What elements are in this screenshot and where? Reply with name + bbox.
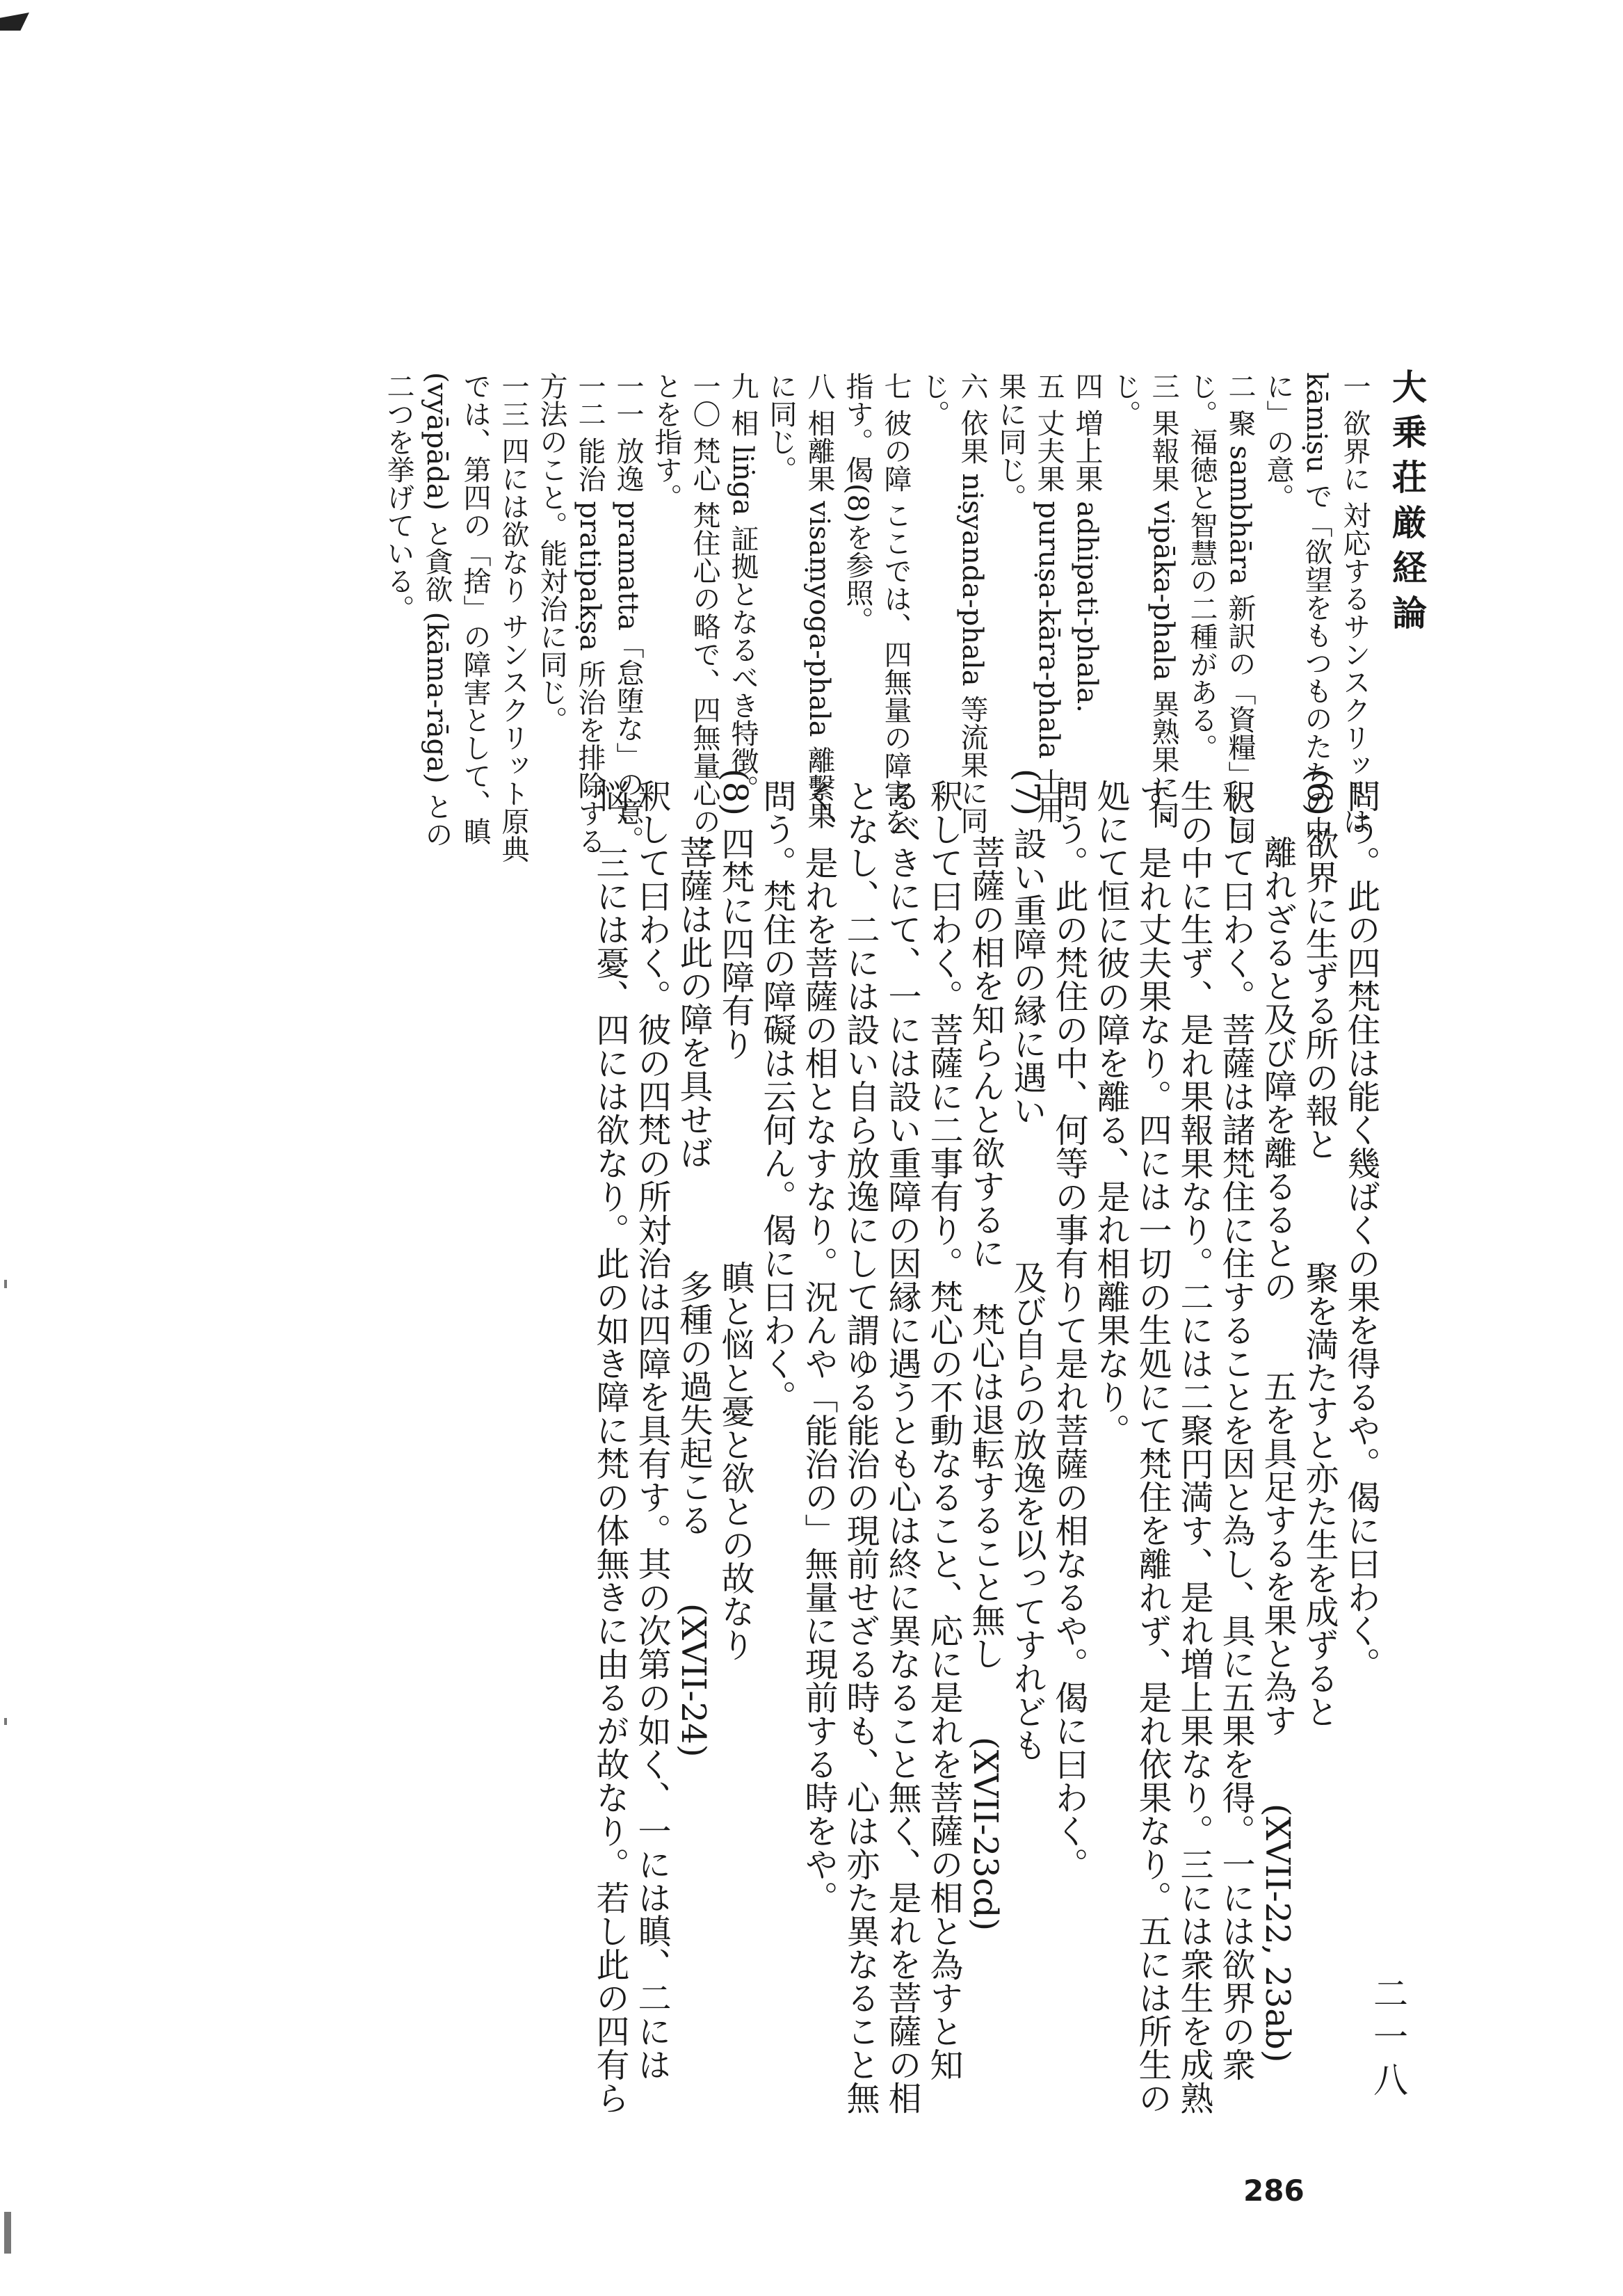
note-line: 七 彼の障 ここでは、四無量の障害を xyxy=(880,372,912,835)
verse-line: (7) 設い重障の縁に遇い 及び自らの放逸を以ってすれども xyxy=(1008,769,1047,1762)
note-line: 三 果報果 vipāka-phala 異熟果に同 xyxy=(1147,372,1179,829)
verse-line: (6) 欲界に生ずる所の報と 聚を満たすと亦た生を成ずると xyxy=(1300,769,1339,1728)
note-line: 一一 放逸 pramatta「怠堕な」の意。 xyxy=(612,372,644,853)
note-line: 一 欲界に 対応するサンスクリットは xyxy=(1339,372,1371,835)
note-line: 二 聚 sambhāra 新訳の「資糧」に同 xyxy=(1224,372,1256,844)
note-line: 果に同じ。 xyxy=(994,372,1026,511)
main-line: 問う。此の梵住の中、何等の事有りて是れ菩薩の相なるや。偈に曰わく。 xyxy=(1049,779,1088,1881)
main-line: るべきにて、一には設い重障の因縁に遇うとも心は終に異なること無く、是れを菩薩の相 xyxy=(882,779,921,2114)
note-line: 六 依果 niṣyanda-phala 等流果に同 xyxy=(956,372,988,835)
main-line: 釈して曰わく。菩薩に二事有り。梵心の不動なること、応に是れを菩薩の相と為すと知 xyxy=(924,779,963,2081)
main-line: 問う。此の四梵住は能く幾ばくの果を得るや。偈に曰わく。 xyxy=(1341,779,1380,1680)
note-line: に」の意。 xyxy=(1262,372,1294,511)
main-line: す、是れ丈夫果なり。四には一切の生処にて梵住を離れず、是れ依果なり。五には所生の xyxy=(1133,779,1172,2114)
note-line: では、第四の「捨」の障害として、瞋 xyxy=(459,372,491,845)
note-line: 九 相 liṅga 証拠となるべき特徴。 xyxy=(727,372,759,803)
margin-speck xyxy=(4,1280,7,1288)
note-line: じ。福徳と智慧の二種がある。 xyxy=(1186,372,1218,762)
page-kanji: 二一八 xyxy=(1368,1975,1408,2105)
main-line: 悩、三には憂、四には欲なり。此の如き障に梵の体無きに由るが故なり。若し此の四有ら xyxy=(590,779,629,2114)
note-line: (vyāpāda) と貪欲 (kāma-rāga) との xyxy=(421,372,453,849)
corner-mark xyxy=(0,13,29,31)
note-line: に同じ。 xyxy=(765,372,797,483)
main-line: く、是れを菩薩の相となすなり。況んや「能治の」無量に現前する時をや。 xyxy=(799,779,838,1914)
note-line: 一二 能治 pratipakṣa 所治を排除する xyxy=(574,372,606,855)
note-line: 二つを挙げている。 xyxy=(382,372,414,623)
note-line: じ。 xyxy=(1109,372,1141,428)
verse-line: 離れざると及び障を離るるとの 五を具足するを果と為す (XVII-22, 23ab) xyxy=(1258,769,1297,2063)
note-line: 一〇 梵心 梵住心の略で、四無量心のこ xyxy=(688,372,720,863)
main-line: 釈して曰わく。彼の四梵の所対治は四障を具有す。其の次第の如く、一には瞋、二には xyxy=(632,779,671,2081)
main-line: 問う。梵住の障礙は云何ん。偈に曰わく。 xyxy=(757,779,796,1413)
note-line: 方法のこと。能対治に同じ。 xyxy=(535,372,567,734)
note-line: 指す。偈(8)を参照。 xyxy=(841,372,873,634)
main-line: 釈して曰わく。菩薩は諸梵住に住することを因と為し、具に五果を得。一には欲界の衆 xyxy=(1216,779,1255,2081)
note-line: kāmiṣu で「欲望をもつものたちの中 xyxy=(1300,372,1332,844)
page-number: 286 xyxy=(1243,2174,1305,2208)
note-line: 四 増上果 adhipati-phala. xyxy=(1071,372,1103,713)
note-line: じ。 xyxy=(918,372,950,428)
margin-speck xyxy=(4,1718,7,1725)
verse-line: 菩薩は此の障を具せば 多種の過失起こる (XVII-24) xyxy=(674,769,713,1758)
margin-speck xyxy=(4,2212,11,2254)
main-line: 生の中に生ず、是れ果報果なり。二には二聚円満す、是れ増上果なり。三には衆生を成熟 xyxy=(1174,779,1213,2114)
main-line: となし、二には設い自ら放逸にして謂ゆる能治の現前せざる時も、心は亦た異なること無 xyxy=(841,779,880,2114)
verse-line: 菩薩の相を知らんと欲するに 梵心は退転すること無し (XVII-23cd) xyxy=(966,769,1005,1932)
verse-line: (8) 四梵に四障有り 瞋と悩と憂と欲との故なり xyxy=(716,769,754,1662)
main-line: 処にて恒に彼の障を離る、是れ相離果なり。 xyxy=(1091,779,1130,1447)
note-line: 五 丈夫果 puruṣa-kāra-phala 士用 xyxy=(1033,372,1065,824)
note-line: とを指す。 xyxy=(650,372,682,511)
note-line: 一三 四には欲なり サンスクリット原典 xyxy=(497,372,529,863)
book-title: 大乗荘厳経論 xyxy=(1387,369,1428,640)
note-line: 八 相離果 visaṃyoga-phala 離繫果 xyxy=(803,372,835,830)
